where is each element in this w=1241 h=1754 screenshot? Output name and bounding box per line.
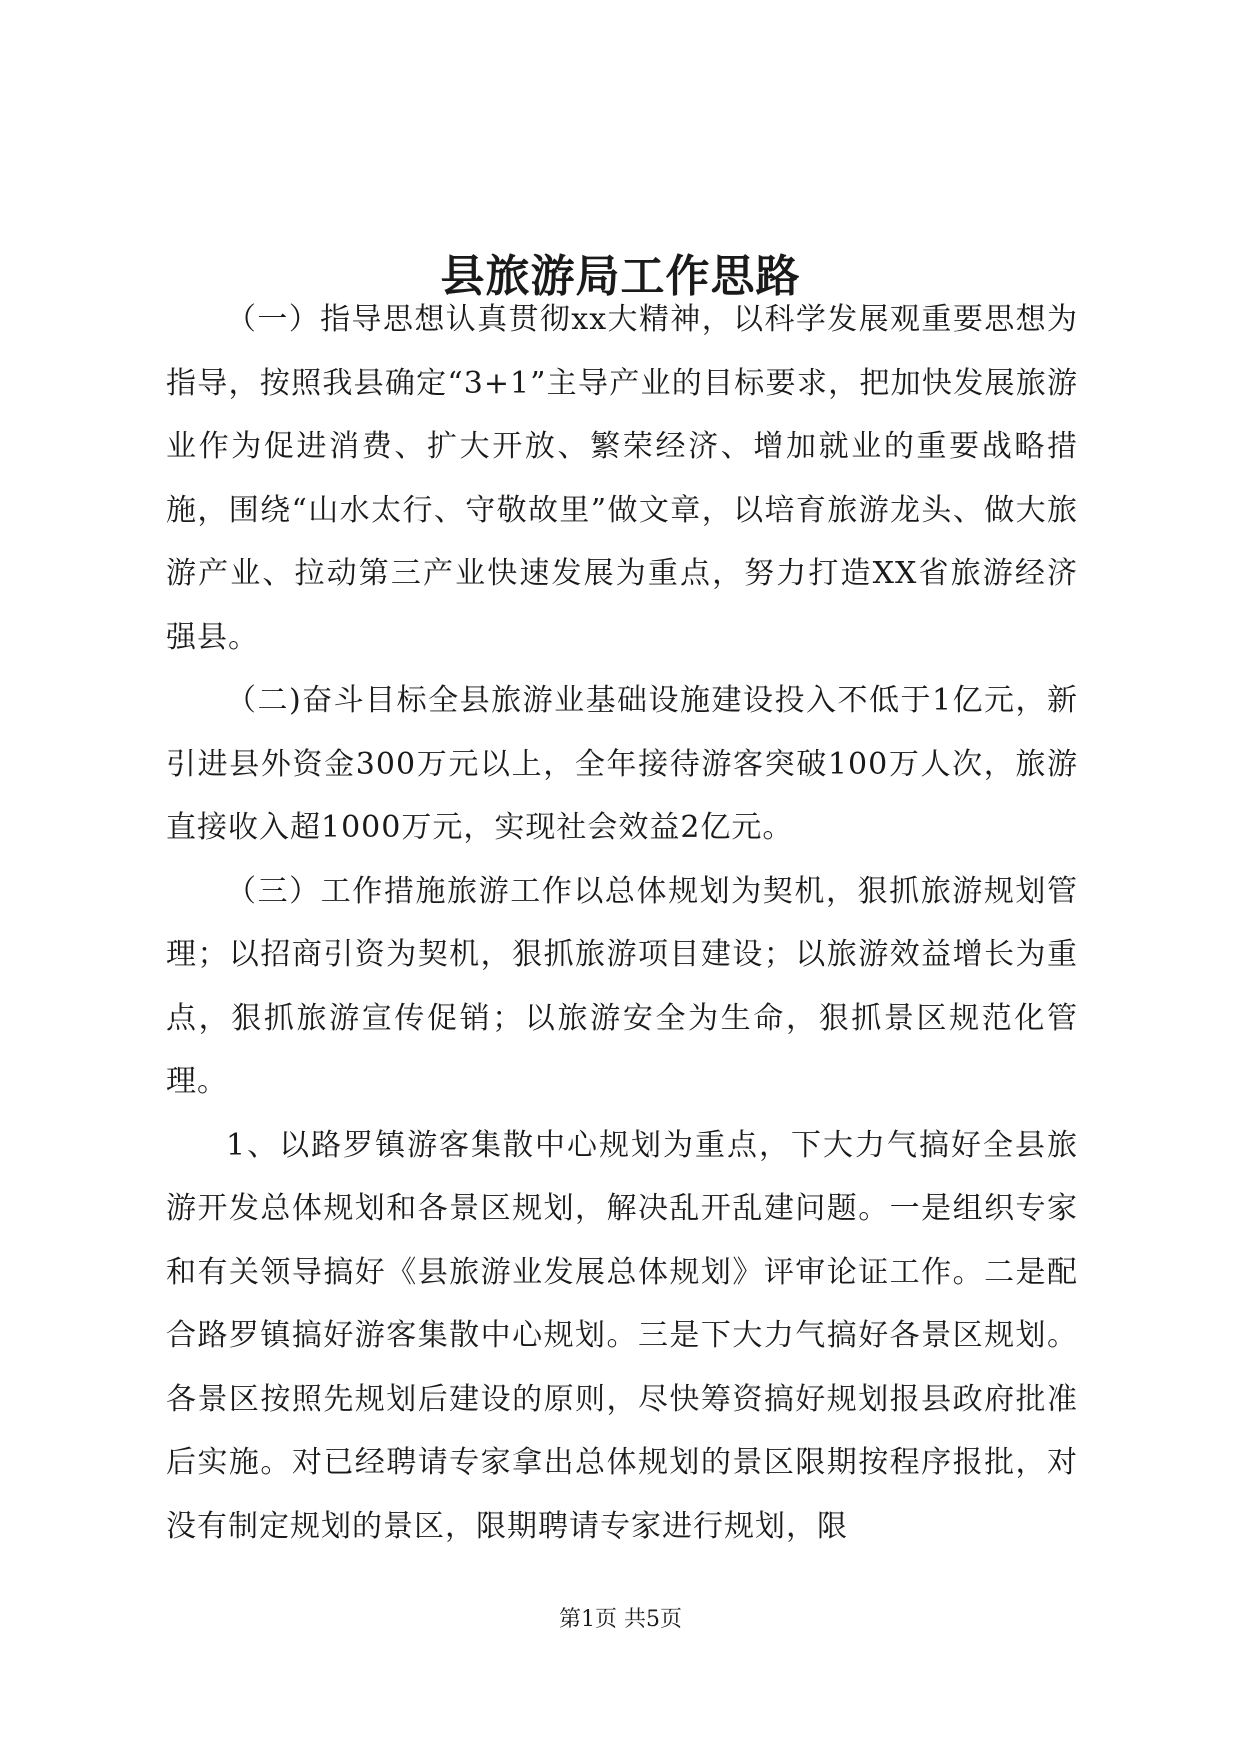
paragraph-guiding-ideology: （一）指导思想认真贯彻xx大精神，以科学发展观重要思想为指导，按照我县确定“3+1”主导产业的目标要求，把加快发展旅游业作为促进消费、扩大开放、繁荣经济、增加就业的重要战略措施，围绕“山水太行、守敬故里”做文章，以培育旅游龙头、做大旅游产业、拉动第三产业快速发展为重点，努力打造XX省旅游经济强县。 xyxy=(166,302,1078,655)
document-title: 县旅游局工作思路 xyxy=(440,251,801,303)
paragraph-measures: （三）工作措施旅游工作以总体规划为契机，狠抓旅游规划管理；以招商引资为契机，狠抓旅游项目建设；以旅游效益增长为重点，狠抓旅游宣传促销；以旅游安全为生命，狠抓景区规范化管理。 xyxy=(166,873,1078,1099)
paragraph-goals: （二)奋斗目标全县旅游业基础设施建设投入不低于1亿元，新引进县外资金300万元以上，全年接待游客突破100万人次，旅游直接收入超1000万元，实现社会效益2亿元。 xyxy=(166,683,1078,845)
page-footer: 第1页 共5页 xyxy=(559,1607,682,1632)
paragraph-planning: 1、以路罗镇游客集散中心规划为重点，下大力气搞好全县旅游开发总体规划和各景区规划，解决乱开乱建问题。一是组织专家和有关领导搞好《县旅游业发展总体规划》评审论证工作。二是配合路罗镇搞好游客集散中心规划。三是下大力气搞好各景区规划。各景区按照先规划后建设的原则，尽快筹资搞好规划报县政府批准后实施。对已经聘请专家拿出总体规划的景区限期按程序报批，对没有制定规划的景区，限期聘请专家进行规划，限 xyxy=(166,1127,1078,1544)
document-body xyxy=(166,288,1078,1558)
